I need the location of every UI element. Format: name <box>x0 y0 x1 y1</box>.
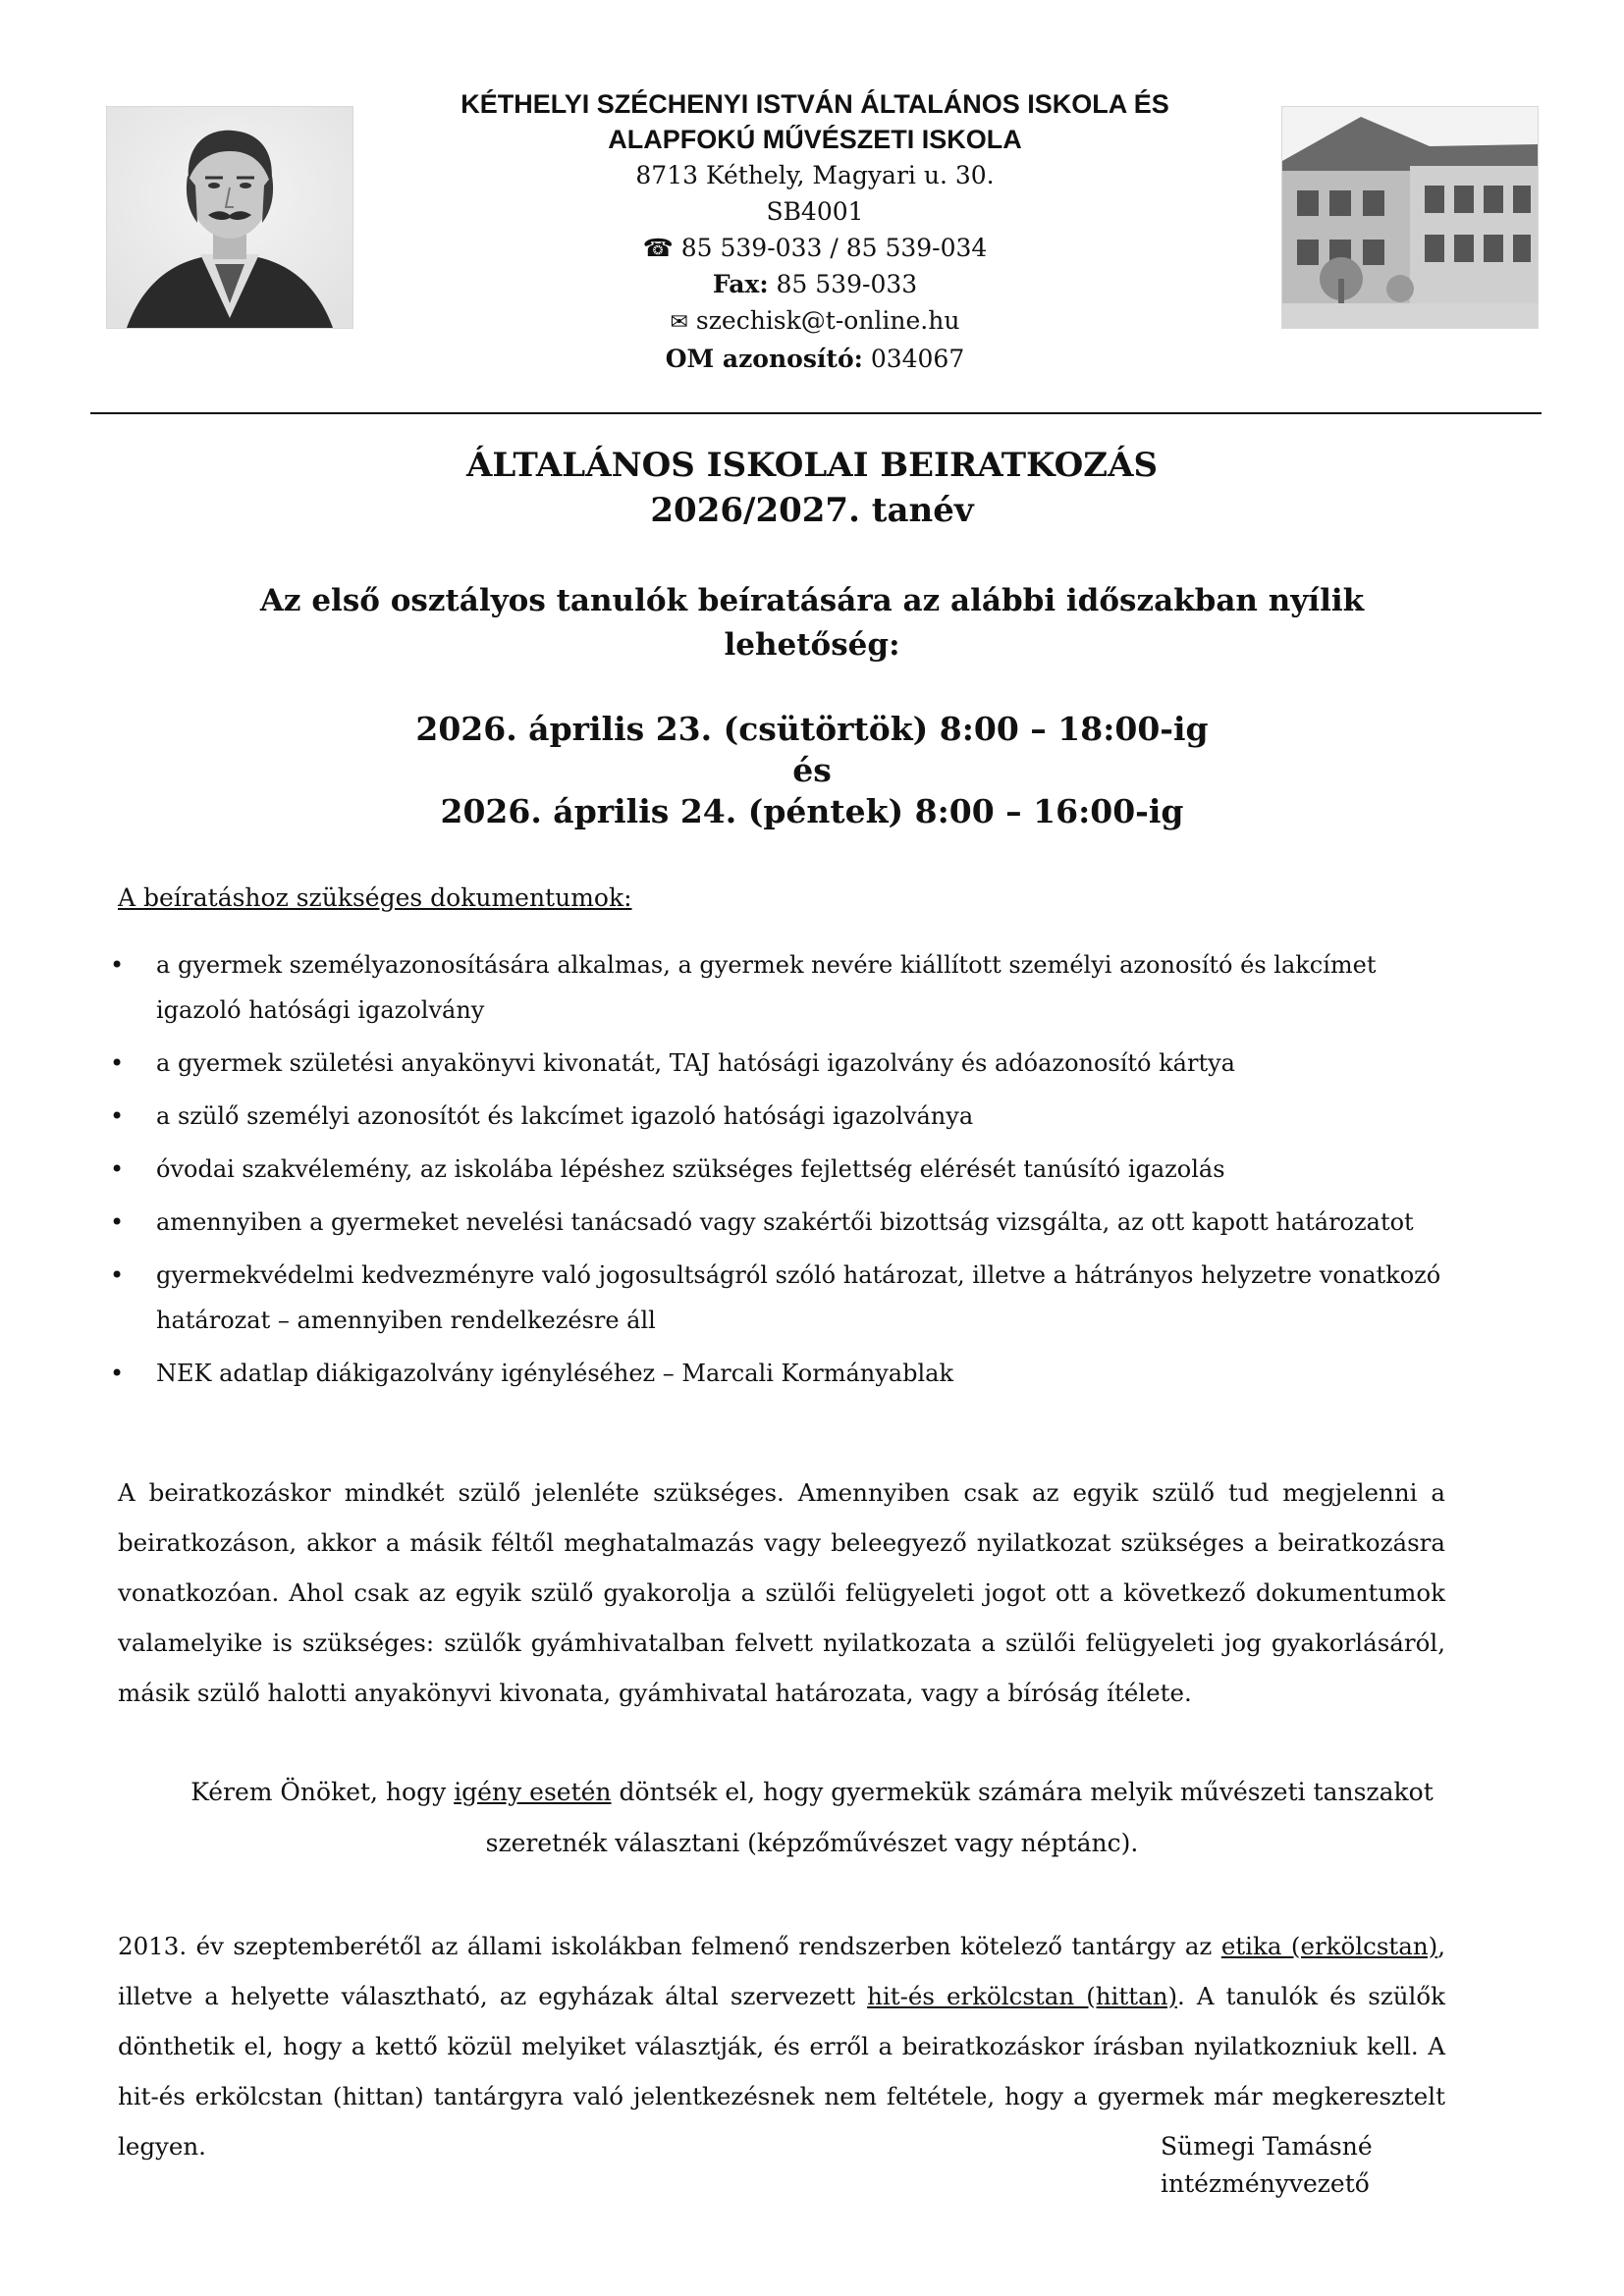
bullet: • <box>110 951 125 979</box>
signature-block <box>1161 2128 1373 2203</box>
subtitle-line1: Az első osztályos tanulók beíratására az alábbi időszakban nyílik <box>259 583 1365 618</box>
bullet: • <box>110 1360 125 1387</box>
school-address: 8713 Kéthely, Magyari u. 30. <box>635 161 995 189</box>
underlined-text: igény esetén <box>454 1778 612 1806</box>
list-item: • a gyermek személyazonosítására alkalmas, a gyermek nevére kiállított személyi azonosító és lakcímet igazoló hatósági igazolvány <box>110 942 1465 1033</box>
bullet: • <box>110 1049 125 1077</box>
underlined-ethics: etika (erkölcstan) <box>1220 1932 1438 1960</box>
enrollment-date-1: 2026. április 23. (csütörtök) 8:00 – 18:00-ig <box>415 710 1209 748</box>
enrollment-date-2: 2026. április 24. (péntek) 8:00 – 16:00-ig <box>440 792 1184 830</box>
telephone-icon: ☎ <box>642 234 674 262</box>
list-item: • a gyermek születési anyakönyvi kivonatát, TAJ hatósági igazolvány és adóazonosító kártya <box>110 1041 1465 1086</box>
school-fax: 85 539-033 <box>776 270 918 298</box>
list-item: • gyermekvédelmi kedvezményre való jogosultságról szóló határozat, illetve a hátrányos helyzetre vonatkozó határozat – amennyiben rendelkezésre áll <box>110 1253 1465 1343</box>
school-name-line2: ALAPFOKÚ MŰVÉSZETI ISKOLA <box>608 125 1022 154</box>
enrollment-dates <box>196 709 1428 832</box>
list-item: • NEK adatlap diákigazolvány igényléséhez – Marcali Kormányablak <box>110 1351 1465 1396</box>
underlined-religion: hit-és erkölcstan (hittan) <box>867 1982 1178 2010</box>
portrait-image <box>106 106 353 329</box>
subtitle-line2: lehetőség: <box>724 627 900 663</box>
art-department-paragraph: Kérem Önöket, hogy igény esetén döntsék el, hogy gyermekük számára melyik művészeti tanszakot szeretnék választani (képzőművészet vagy néptánc). <box>190 1778 1434 1857</box>
school-email-line <box>373 302 1257 341</box>
fax-label: Fax: <box>712 270 769 298</box>
dates-and: és <box>792 751 832 789</box>
school-phone: 85 539-033 / 85 539-034 <box>680 234 988 262</box>
school-building-image <box>1281 106 1539 329</box>
school-name-line1: KÉTHELYI SZÉCHENYI ISTVÁN ÁLTALÁNOS ISKOLA ÉS <box>460 89 1169 119</box>
list-item: • óvodai szakvélemény, az iskolába lépéshez szükséges fejlettség elérését tanúsító igazolás <box>110 1147 1465 1192</box>
envelope-icon: ✉ <box>670 310 688 335</box>
enrollment-subtitle <box>196 579 1428 667</box>
signature-role: intézményvezető <box>1161 2169 1370 2198</box>
list-item: • a szülő személyi azonosítót és lakcímet igazoló hatósági igazolványa <box>110 1094 1465 1139</box>
om-label: OM azonosító: <box>665 345 863 373</box>
ethics-paragraph: 2013. év szeptemberétől az állami iskolákban felmenő rendszerben kötelező tantárgy az etika (erkölcstan), illetve a helyette választható, az egyházak által szervezett hit-és erkölcstan (hittan). A tanulók és szülők dönthetik el, hogy a kettő közül melyiket választják, és erről a beiratkozáskor írásban nyilatkozniuk kell. A hit-és erkölcstan (hittan) tantárgyra való jelentkezésnek nem feltétele, hogy a gyermek már megkeresztelt legyen. <box>118 1932 1445 2161</box>
school-om: 034067 <box>870 345 965 373</box>
school-year: 2026/2027. tanév <box>650 491 974 530</box>
bullet: • <box>110 1155 125 1183</box>
bullet: • <box>110 1208 125 1236</box>
school-email: szechisk@t-online.hu <box>695 306 960 335</box>
bullet: • <box>110 1261 125 1289</box>
signature-name: Sümegi Tamásné <box>1161 2132 1373 2161</box>
documents-list <box>110 942 1465 1404</box>
documents-heading: A beíratáshoz szükséges dokumentumok: <box>118 883 632 912</box>
school-fax-line <box>373 266 1257 302</box>
school-code: SB4001 <box>766 197 864 226</box>
bullet: • <box>110 1102 125 1130</box>
school-header <box>373 86 1257 377</box>
parent-presence-paragraph: A beiratkozáskor mindkét szülő jelenléte szükséges. Amennyiben csak az egyik szülő tud megjelenni a beiratkozáson, akkor a másik féltől meghatalmazás vagy beleegyező nyilatkozat szükséges a beiratkozásra vonatkozóan. Ahol csak az egyik szülő gyakorolja a szülői felügyeleti jogot ott a következő dokumentumok valamelyike is szükséges: szülők gyámhivatalban felvett nyilatkozata a szülői felügyeleti jog gyakorlásáról, másik szülő halotti anyakönyvi kivonata, gyámhivatal határozata, vagy a bíróság ítélete. <box>118 1478 1445 1707</box>
list-item: • amennyiben a gyermeket nevelési tanácsadó vagy szakértői bizottság vizsgálta, az ott kapott határozatot <box>110 1200 1465 1245</box>
header-divider <box>90 412 1542 414</box>
school-om-line <box>373 341 1257 377</box>
school-phone-line <box>373 230 1257 266</box>
page-title: ÁLTALÁNOS ISKOLAI BEIRATKOZÁS <box>465 446 1159 485</box>
